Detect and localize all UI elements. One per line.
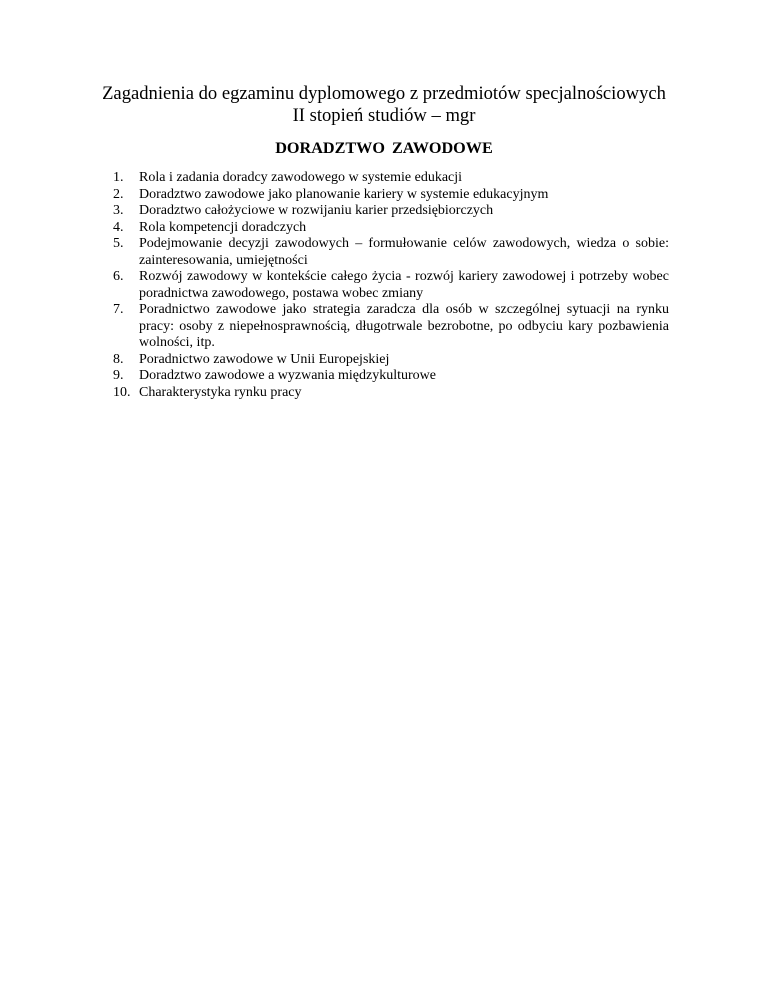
- list-item: [113, 385, 669, 402]
- list-item-number: 3.: [113, 203, 124, 218]
- topic-list: [113, 170, 669, 401]
- list-item-text: Poradnictwo zawodowe w Unii Europejskiej: [139, 351, 390, 367]
- list-item-text: Rola i zadania doradcy zawodowego w systemie edukacji: [139, 170, 463, 185]
- list-item-number: 5.: [113, 236, 124, 251]
- list-item-number: 10.: [113, 384, 131, 400]
- list-item-text: Doradztwo zawodowe a wyzwania międzykulturowe: [139, 368, 437, 383]
- list-item: [113, 170, 669, 187]
- list-item: [113, 302, 669, 352]
- heading-line-2: II stopień studiów – mgr: [292, 105, 476, 126]
- list-item-number: 6.: [113, 269, 124, 284]
- list-item-number: 8.: [113, 351, 124, 367]
- list-item-number: 2.: [113, 186, 124, 202]
- list-item-text: Poradnictwo zawodowe jako strategia zaradcza dla osób w szczególnej sytuacji na rynku pracy: osoby z niepełnosprawnością, długotrwale bezrobotne, po odbyciu kary pozbawienia wolności, itp.: [139, 302, 669, 350]
- list-item-number: 1.: [113, 170, 124, 185]
- list-item-text: Rola kompetencji doradczych: [139, 219, 307, 235]
- list-item: [113, 352, 669, 369]
- heading-line-1: Zagadnienia do egzaminu dyplomowego z przedmiotów specjalnościowych: [102, 83, 666, 104]
- list-item: [113, 220, 669, 237]
- list-item: [113, 236, 669, 269]
- list-item-number: 9.: [113, 368, 124, 383]
- list-item-number: 7.: [113, 302, 124, 317]
- list-item: [113, 368, 669, 385]
- list-item: [113, 269, 669, 302]
- document-heading: [0, 83, 768, 127]
- list-item: [113, 203, 669, 220]
- list-item-text: Rozwój zawodowy w kontekście całego życia - rozwój kariery zawodowej i potrzeby wobec poradnictwa zawodowego, postawa wobec zmiany: [139, 269, 669, 301]
- list-item-text: Podejmowanie decyzji zawodowych – formułowanie celów zawodowych, wiedza o sobie: zainteresowania, umiejętności: [139, 236, 669, 268]
- list-item: [113, 187, 669, 204]
- list-item-text: Doradztwo zawodowe jako planowanie kariery w systemie edukacyjnym: [139, 186, 549, 202]
- list-item-text: Charakterystyka rynku pracy: [139, 384, 302, 400]
- list-item-text: Doradztwo całożyciowe w rozwijaniu karier przedsiębiorczych: [139, 203, 494, 218]
- list-item-number: 4.: [113, 219, 124, 235]
- section-title: DORADZTWO ZAWODOWE: [275, 139, 493, 157]
